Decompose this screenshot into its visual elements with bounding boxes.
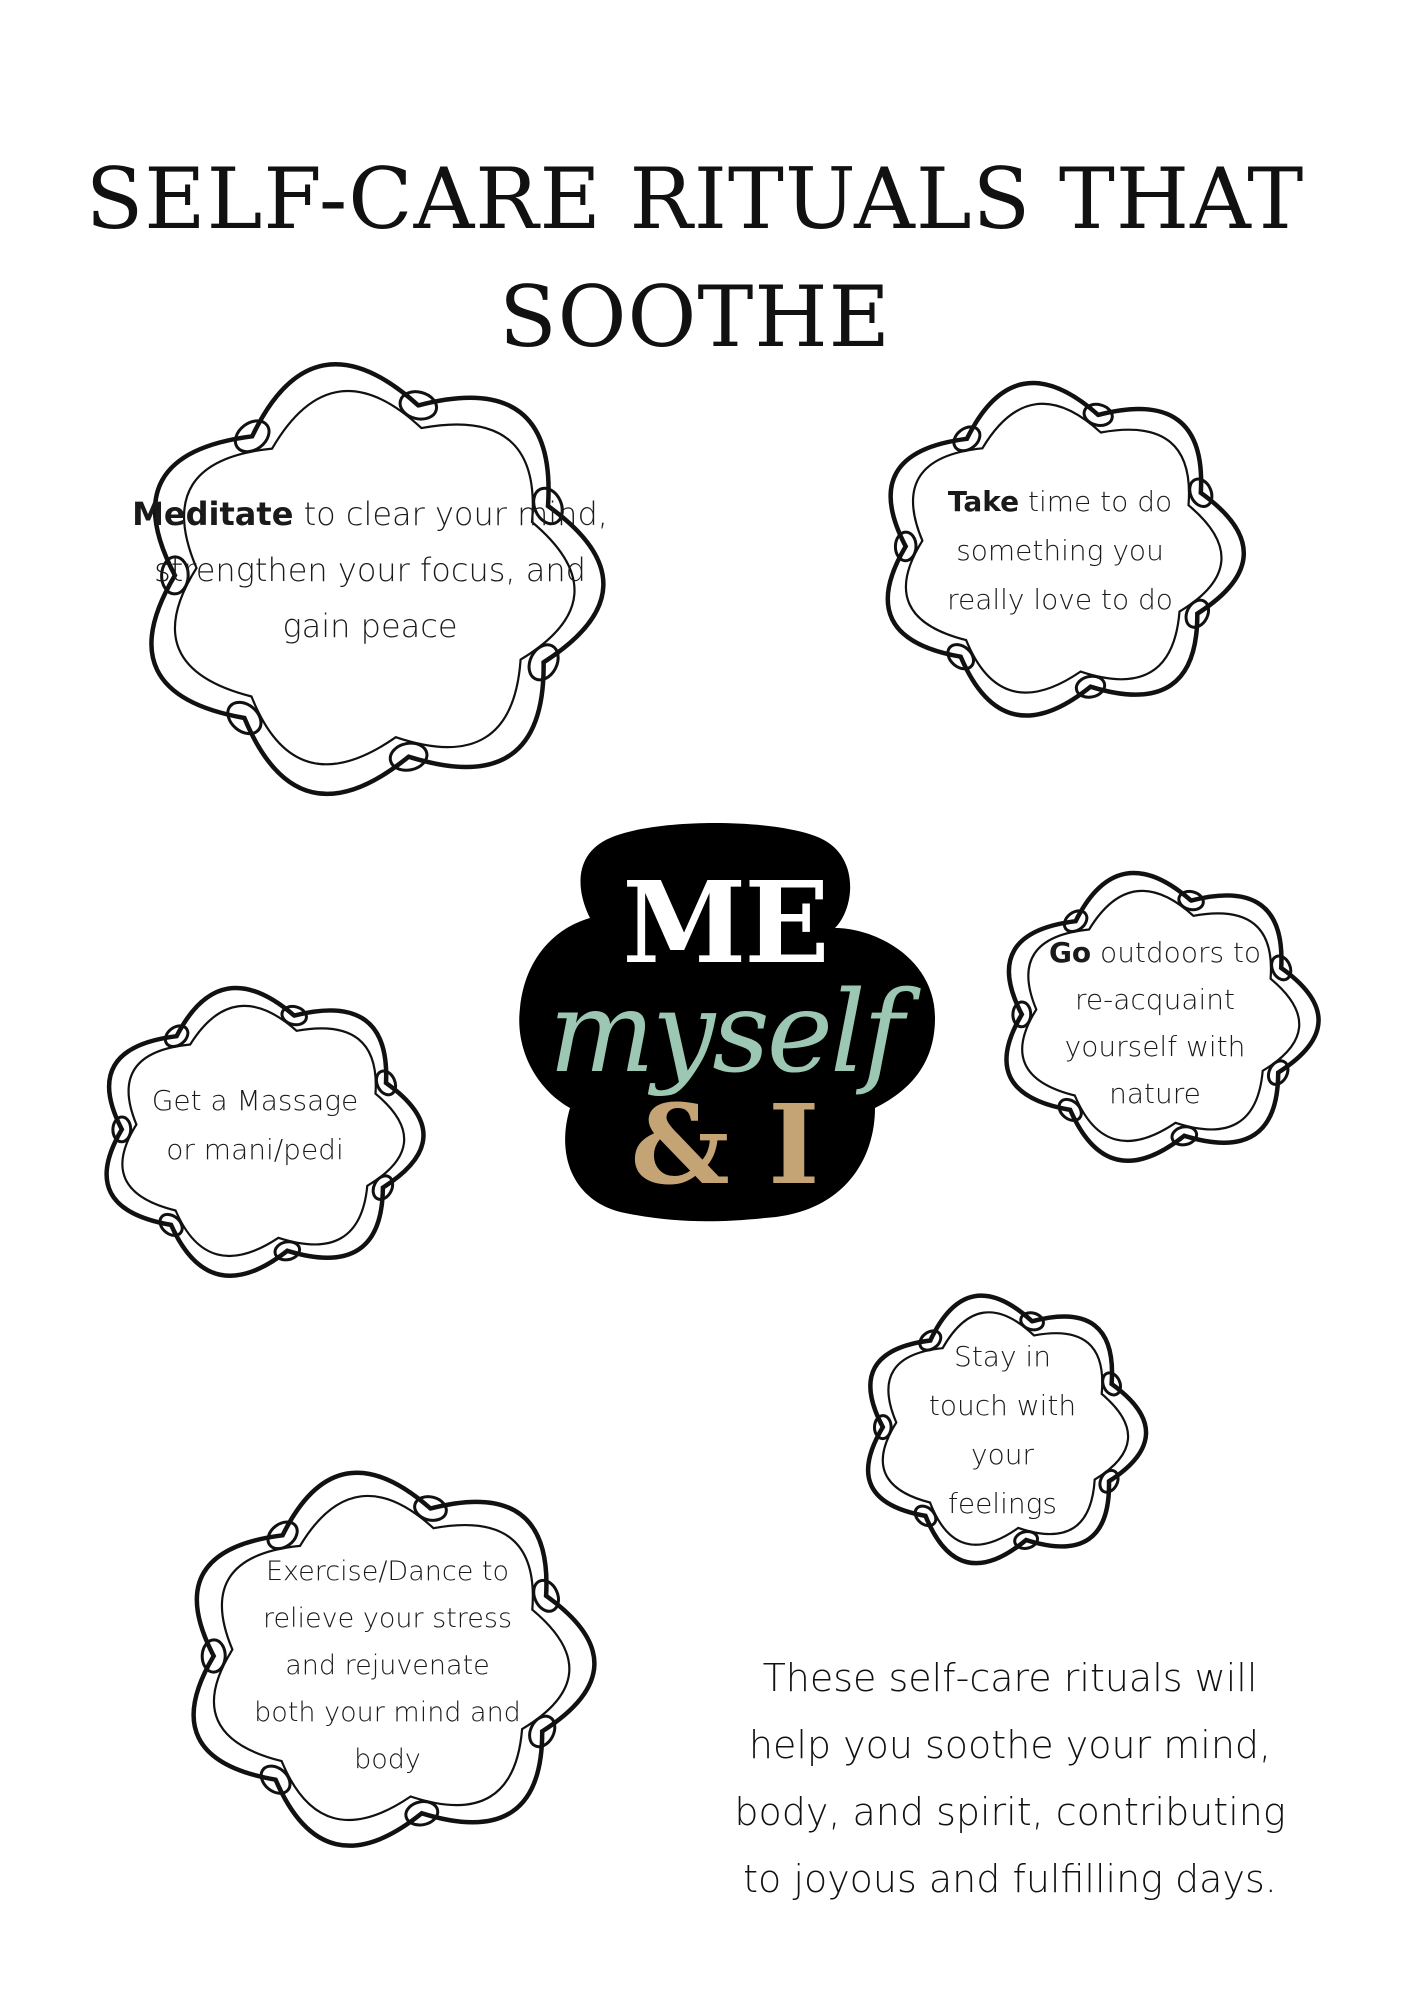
badge-myself-text: myself: [548, 968, 902, 1098]
cloud-text-line: relieve your stress: [262, 1602, 513, 1634]
cloud-feelings: [830, 1265, 1175, 1595]
cloud-text-line: Exercise/Dance to: [265, 1555, 510, 1587]
badge-me-text: ME: [622, 858, 828, 989]
cloud-text-line: really love to do: [947, 582, 1173, 616]
cloud-text-line: re-acquaint: [1075, 982, 1235, 1016]
cloud-text-line: your: [971, 1438, 1034, 1471]
closing-line: body, and spirit, contributing: [734, 1790, 1286, 1834]
cloud-text-line: and rejuvenate: [285, 1649, 490, 1681]
cloud-text-line: feelings: [947, 1487, 1057, 1520]
title-line-1: SELF-CARE RITUALS THAT: [85, 150, 1305, 248]
cloud-text-line: yourself with: [1064, 1029, 1246, 1063]
cloud-text-line: something you: [956, 533, 1164, 567]
cloud-text-line: or mani/pedi: [166, 1133, 344, 1166]
cloud-keyword: Take: [947, 484, 1020, 518]
closing-line: to joyous and fulfilling days.: [743, 1857, 1277, 1901]
cloud-keyword: Meditate: [132, 495, 294, 533]
badge-and-i-text: & I: [630, 1080, 820, 1209]
cloud-keyword: Go: [1048, 935, 1092, 969]
cloud-text-line: gain peace: [282, 607, 458, 645]
cloud-text-line: both your mind and: [254, 1696, 521, 1728]
cloud-text-line: nature: [1109, 1076, 1201, 1110]
cloud-text-line: touch with: [928, 1389, 1077, 1422]
title-line-2: SOOTHE: [499, 268, 891, 366]
cloud-outdoors: Go outdoors to re-acquaint yourself with nature: [965, 840, 1350, 1195]
closing-paragraph: [720, 1645, 1300, 1913]
cloud-exercise: [140, 1430, 635, 1890]
cloud-text-line: Get a Massage: [151, 1084, 359, 1117]
cloud-take-time: Take time to do something you really love to do: [840, 345, 1280, 755]
cloud-massage: [65, 955, 455, 1310]
closing-line: These self-care rituals will: [762, 1656, 1258, 1700]
cloud-text-line: strengthen your focus, and: [154, 551, 586, 589]
cloud-text-line: Stay in: [954, 1340, 1051, 1373]
closing-line: help you soothe your mind,: [748, 1723, 1272, 1767]
cloud-text-line: body: [354, 1743, 421, 1775]
cloud-meditate: Meditate to clear your mind, strengthen your focus, and gain peace: [90, 315, 650, 845]
me-myself-and-i-badge: [515, 818, 935, 1223]
